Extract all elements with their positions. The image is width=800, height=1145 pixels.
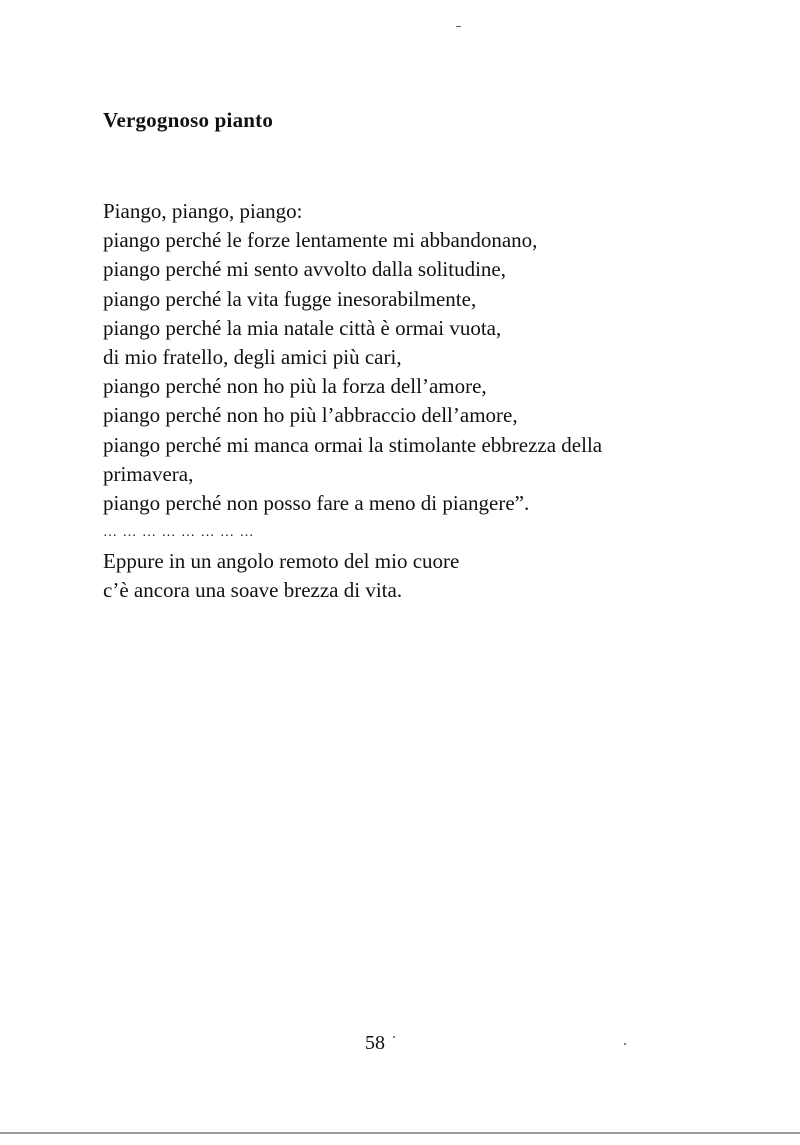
- poem-line: piango perché non ho più l’abbraccio dell’amore,: [103, 403, 518, 428]
- poem-title: Vergognoso pianto: [103, 108, 274, 132]
- scan-speck: [456, 26, 461, 27]
- poem-line: piango perché non ho più la forza dell’amore,: [103, 374, 487, 399]
- poem-line: Eppure in un angolo remoto del mio cuore: [103, 549, 460, 574]
- scan-speck: [393, 1036, 395, 1038]
- poem-line: piango perché mi manca ormai la stimolante ebbrezza della: [103, 432, 603, 457]
- poem-line: primavera,: [103, 461, 194, 486]
- poem-line: di mio fratello, degli amici più cari,: [103, 344, 402, 369]
- scan-speck: [624, 1043, 626, 1045]
- poem-body: [103, 197, 723, 606]
- poem-line: piango perché la mia natale città è ormai vuota,: [103, 315, 502, 340]
- page-number: 58: [365, 1032, 385, 1054]
- poem-line: piango perché mi sento avvolto dalla solitudine,: [103, 257, 506, 282]
- poem-line: piango perché la vita fugge inesorabilmente,: [103, 286, 477, 311]
- poem-line: piango perché le forze lentamente mi abbandonano,: [103, 228, 538, 253]
- poem-line: c’è ancora una soave brezza di vita.: [103, 578, 403, 603]
- scan-edge-line: [0, 1132, 800, 1134]
- poem-line: piango perché non posso fare a meno di piangere”.: [103, 490, 530, 515]
- poem-line: Piango, piango, piango:: [103, 199, 303, 223]
- ellipsis-separator: … … … … … … … …: [103, 525, 255, 541]
